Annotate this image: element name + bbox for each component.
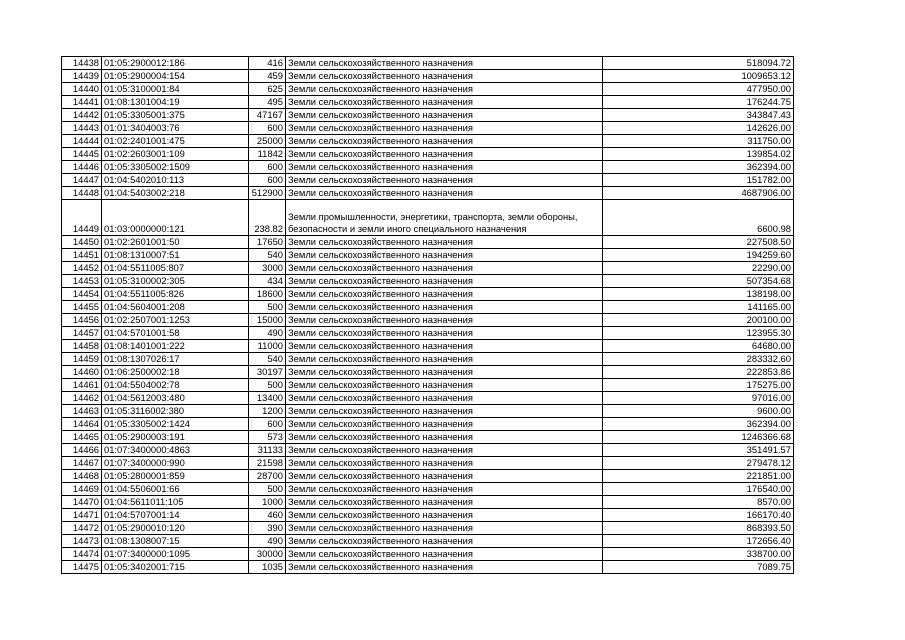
table-row [62,109,794,122]
land-category-cell: Земли сельскохозяйственного назначения [286,109,603,122]
cadastral-number-cell: 01:05:3305002:1424 [102,418,249,431]
table-row [62,366,794,379]
row-number-cell: 14442 [62,109,102,122]
cadastral-value-cell: 351491.57 [603,444,794,457]
table-row [62,122,794,135]
cadastral-value-cell: 283332.60 [603,353,794,366]
cadastral-value-cell: 868393.50 [603,522,794,535]
cadastral-number-cell: 01:06:2500002:18 [102,366,249,379]
area-cell: 500 [249,301,286,314]
cadastral-number-cell: 01:04:5511005:807 [102,262,249,275]
table-row [62,301,794,314]
area-cell: 13400 [249,392,286,405]
row-number-cell: 14452 [62,262,102,275]
row-number-cell: 14468 [62,470,102,483]
row-number-cell: 14467 [62,457,102,470]
table-row [62,200,794,236]
area-cell: 459 [249,70,286,83]
row-number-cell: 14447 [62,174,102,187]
cadastral-value-cell: 138198.00 [603,288,794,301]
table-row [62,236,794,249]
cadastral-number-cell: 01:07:3400000:4863 [102,444,249,457]
cadastral-value-cell: 227508.50 [603,236,794,249]
area-cell: 238.82 [249,200,286,236]
land-category-cell: Земли сельскохозяйственного назначения [286,249,603,262]
cadastral-value-cell: 4687906.00 [603,187,794,200]
table-row [62,187,794,200]
table-row [62,470,794,483]
cadastral-value-cell: 362394.00 [603,418,794,431]
land-category-cell: Земли сельскохозяйственного назначения [286,509,603,522]
cadastral-number-cell: 01:05:2900003:191 [102,431,249,444]
table-row [62,522,794,535]
land-category-cell: Земли сельскохозяйственного назначения [286,236,603,249]
cadastral-value-cell: 362394.00 [603,161,794,174]
area-cell: 25000 [249,135,286,148]
table-row [62,70,794,83]
land-category-cell: Земли сельскохозяйственного назначения [286,262,603,275]
area-cell: 460 [249,509,286,522]
land-category-cell: Земли сельскохозяйственного назначения [286,122,603,135]
land-category-cell: Земли сельскохозяйственного назначения [286,535,603,548]
cadastral-number-cell: 01:04:5707001:14 [102,509,249,522]
cadastral-value-cell: 507354.68 [603,275,794,288]
land-category-cell: Земли сельскохозяйственного назначения [286,561,603,574]
cadastral-number-cell: 01:05:3116002:380 [102,405,249,418]
area-cell: 600 [249,161,286,174]
row-number-cell: 14446 [62,161,102,174]
land-category-cell: Земли сельскохозяйственного назначения [286,483,603,496]
area-cell: 47167 [249,109,286,122]
cadastral-value-cell: 166170.40 [603,509,794,522]
area-cell: 18600 [249,288,286,301]
area-cell: 495 [249,96,286,109]
land-category-cell: Земли сельскохозяйственного назначения [286,392,603,405]
row-number-cell: 14451 [62,249,102,262]
cadastral-number-cell: 01:04:5701001:58 [102,327,249,340]
land-category-cell: Земли сельскохозяйственного назначения [286,340,603,353]
cadastral-value-cell: 97016.00 [603,392,794,405]
land-category-cell: Земли сельскохозяйственного назначения [286,457,603,470]
cadastral-number-cell: 01:05:2900010:120 [102,522,249,535]
table-row [62,405,794,418]
cadastral-number-cell: 01:04:5604001:208 [102,301,249,314]
table-row [62,444,794,457]
land-category-cell: Земли сельскохозяйственного назначения [286,444,603,457]
cadastral-number-cell: 01:05:3402001:715 [102,561,249,574]
cadastral-number-cell: 01:04:5403002:218 [102,187,249,200]
land-category-cell: Земли сельскохозяйственного назначения [286,161,603,174]
land-category-cell: Земли сельскохозяйственного назначения [286,405,603,418]
row-number-cell: 14455 [62,301,102,314]
row-number-cell: 14449 [62,200,102,236]
table-row [62,288,794,301]
cadastral-value-cell: 6600.98 [603,200,794,236]
cadastral-value-cell: 222853.86 [603,366,794,379]
table-row [62,418,794,431]
cadastral-number-cell: 01:04:5611011:105 [102,496,249,509]
area-cell: 1035 [249,561,286,574]
table-row [62,561,794,574]
table-row [62,262,794,275]
row-number-cell: 14444 [62,135,102,148]
land-category-cell: Земли сельскохозяйственного назначения [286,431,603,444]
area-cell: 1000 [249,496,286,509]
area-cell: 600 [249,122,286,135]
cadastral-number-cell: 01:05:3305001:375 [102,109,249,122]
land-category-cell: Земли сельскохозяйственного назначения [286,187,603,200]
row-number-cell: 14456 [62,314,102,327]
row-number-cell: 14471 [62,509,102,522]
cadastral-value-cell: 123955.30 [603,327,794,340]
table-row [62,340,794,353]
land-category-cell: Земли сельскохозяйственного назначения [286,314,603,327]
cadastral-number-cell: 01:08:1310007:51 [102,249,249,262]
land-category-cell: Земли сельскохозяйственного назначения [286,366,603,379]
row-number-cell: 14474 [62,548,102,561]
row-number-cell: 14466 [62,444,102,457]
row-number-cell: 14473 [62,535,102,548]
cadastral-number-cell: 01:07:3400000:990 [102,457,249,470]
row-number-cell: 14461 [62,379,102,392]
cadastral-value-cell: 175275.00 [603,379,794,392]
cadastral-number-cell: 01:04:5511005:826 [102,288,249,301]
cadastral-value-cell: 200100.00 [603,314,794,327]
cadastral-value-cell: 176540.00 [603,483,794,496]
cadastral-number-cell: 01:08:1301004:19 [102,96,249,109]
area-cell: 512900 [249,187,286,200]
land-category-cell: Земли сельскохозяйственного назначения [286,96,603,109]
cadastral-value-cell: 311750.00 [603,135,794,148]
table-row [62,483,794,496]
table-row [62,353,794,366]
table-row [62,161,794,174]
area-cell: 30000 [249,548,286,561]
land-category-cell: Земли сельскохозяйственного назначения [286,57,603,70]
area-cell: 15000 [249,314,286,327]
row-number-cell: 14469 [62,483,102,496]
cadastral-value-cell: 64680.00 [603,340,794,353]
table-row [62,174,794,187]
table-row [62,548,794,561]
area-cell: 416 [249,57,286,70]
table-row [62,431,794,444]
land-category-cell: Земли сельскохозяйственного назначения [286,418,603,431]
cadastral-number-cell: 01:05:3100001:84 [102,83,249,96]
cadastral-number-cell: 01:04:5612003:480 [102,392,249,405]
row-number-cell: 14459 [62,353,102,366]
row-number-cell: 14443 [62,122,102,135]
cadastral-value-cell: 518094.72 [603,57,794,70]
cadastral-number-cell: 01:05:3305002:1509 [102,161,249,174]
table-row [62,83,794,96]
area-cell: 500 [249,379,286,392]
cadastral-number-cell: 01:03:0000000:121 [102,200,249,236]
row-number-cell: 14440 [62,83,102,96]
cadastral-number-cell: 01:05:3100002:305 [102,275,249,288]
cadastral-number-cell: 01:07:3400000:1095 [102,548,249,561]
row-number-cell: 14464 [62,418,102,431]
table-row [62,509,794,522]
land-category-cell: Земли сельскохозяйственного назначения [286,275,603,288]
area-cell: 490 [249,535,286,548]
table-row [62,457,794,470]
cadastral-number-cell: 01:05:2800001:859 [102,470,249,483]
cadastral-value-cell: 151782.00 [603,174,794,187]
land-category-cell: Земли сельскохозяйственного назначения [286,83,603,96]
cadastral-value-cell: 8570.00 [603,496,794,509]
area-cell: 30197 [249,366,286,379]
table-row [62,57,794,70]
cadastral-number-cell: 01:02:2401001:475 [102,135,249,148]
cadastral-number-cell: 01:08:1308007:15 [102,535,249,548]
area-cell: 490 [249,327,286,340]
area-cell: 500 [249,483,286,496]
cadastral-value-cell: 176244.75 [603,96,794,109]
cadastral-value-cell: 9600.00 [603,405,794,418]
land-category-cell: Земли сельскохозяйственного назначения [286,135,603,148]
cadastral-number-cell: 01:01:3404003:76 [102,122,249,135]
area-cell: 600 [249,174,286,187]
land-category-cell: Земли промышленности, энергетики, транспорта, земли обороны, безопасности и земли иного специального назначения [286,200,603,236]
row-number-cell: 14472 [62,522,102,535]
land-category-cell: Земли сельскохозяйственного назначения [286,174,603,187]
land-category-cell: Земли сельскохозяйственного назначения [286,148,603,161]
area-cell: 11000 [249,340,286,353]
area-cell: 390 [249,522,286,535]
row-number-cell: 14460 [62,366,102,379]
area-cell: 600 [249,418,286,431]
row-number-cell: 14450 [62,236,102,249]
area-cell: 3000 [249,262,286,275]
cadastral-number-cell: 01:04:5504002:78 [102,379,249,392]
table-row [62,327,794,340]
row-number-cell: 14457 [62,327,102,340]
area-cell: 1200 [249,405,286,418]
cadastral-value-cell: 279478.12 [603,457,794,470]
land-category-cell: Земли сельскохозяйственного назначения [286,496,603,509]
land-category-cell: Земли сельскохозяйственного назначения [286,522,603,535]
area-cell: 21598 [249,457,286,470]
land-parcel-table [61,56,794,574]
row-number-cell: 14439 [62,70,102,83]
area-cell: 434 [249,275,286,288]
row-number-cell: 14458 [62,340,102,353]
area-cell: 540 [249,353,286,366]
area-cell: 17650 [249,236,286,249]
row-number-cell: 14470 [62,496,102,509]
cadastral-value-cell: 1246366.68 [603,431,794,444]
land-category-cell: Земли сельскохозяйственного назначения [286,548,603,561]
cadastral-number-cell: 01:05:2900012:186 [102,57,249,70]
land-category-cell: Земли сельскохозяйственного назначения [286,327,603,340]
cadastral-value-cell: 22290.00 [603,262,794,275]
table-row [62,275,794,288]
table-row [62,148,794,161]
cadastral-number-cell: 01:05:2900004:154 [102,70,249,83]
row-number-cell: 14438 [62,57,102,70]
cadastral-value-cell: 1009653.12 [603,70,794,83]
table-row [62,96,794,109]
cadastral-number-cell: 01:04:5506001:66 [102,483,249,496]
cadastral-value-cell: 343847.43 [603,109,794,122]
area-cell: 11842 [249,148,286,161]
land-category-cell: Земли сельскохозяйственного назначения [286,301,603,314]
cadastral-value-cell: 142626.00 [603,122,794,135]
cadastral-value-cell: 172656.40 [603,535,794,548]
cadastral-value-cell: 194259.60 [603,249,794,262]
cadastral-value-cell: 221851.00 [603,470,794,483]
cadastral-value-cell: 141165.00 [603,301,794,314]
land-category-cell: Земли сельскохозяйственного назначения [286,70,603,83]
table-row [62,249,794,262]
row-number-cell: 14448 [62,187,102,200]
cadastral-number-cell: 01:02:2601001:50 [102,236,249,249]
area-cell: 28700 [249,470,286,483]
row-number-cell: 14454 [62,288,102,301]
table-row [62,535,794,548]
cadastral-number-cell: 01:08:1401001:222 [102,340,249,353]
row-number-cell: 14445 [62,148,102,161]
table-row [62,135,794,148]
cadastral-value-cell: 338700.00 [603,548,794,561]
cadastral-number-cell: 01:02:2603001:109 [102,148,249,161]
area-cell: 573 [249,431,286,444]
row-number-cell: 14441 [62,96,102,109]
row-number-cell: 14462 [62,392,102,405]
area-cell: 31133 [249,444,286,457]
row-number-cell: 14475 [62,561,102,574]
land-category-cell: Земли сельскохозяйственного назначения [286,379,603,392]
area-cell: 625 [249,83,286,96]
land-category-cell: Земли сельскохозяйственного назначения [286,470,603,483]
cadastral-value-cell: 139854.02 [603,148,794,161]
cadastral-number-cell: 01:02:2507001:1253 [102,314,249,327]
cadastral-value-cell: 7089.75 [603,561,794,574]
row-number-cell: 14453 [62,275,102,288]
table-body [62,57,794,574]
row-number-cell: 14463 [62,405,102,418]
table-row [62,379,794,392]
row-number-cell: 14465 [62,431,102,444]
cadastral-number-cell: 01:08:1307026:17 [102,353,249,366]
table-row [62,392,794,405]
land-category-cell: Земли сельскохозяйственного назначения [286,353,603,366]
land-category-cell: Земли сельскохозяйственного назначения [286,288,603,301]
area-cell: 540 [249,249,286,262]
table-row [62,496,794,509]
cadastral-value-cell: 477950.00 [603,83,794,96]
table-row [62,314,794,327]
cadastral-number-cell: 01:04:5402010:113 [102,174,249,187]
